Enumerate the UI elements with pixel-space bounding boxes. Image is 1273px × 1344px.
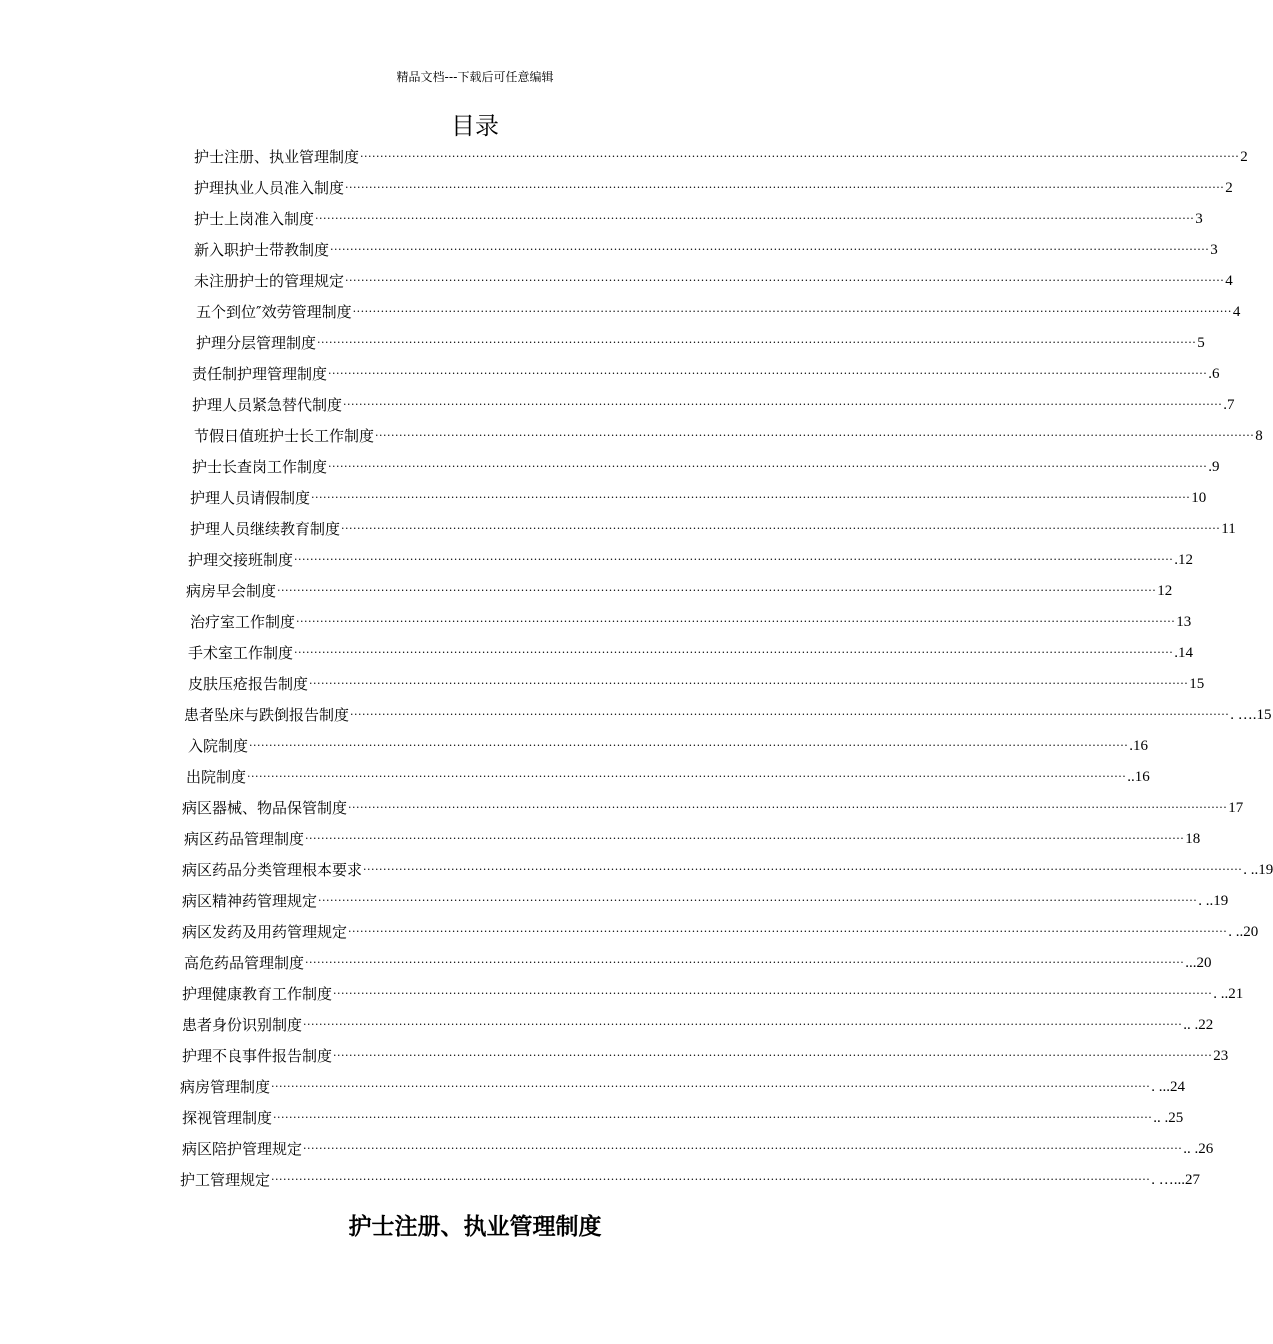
toc-entry[interactable] — [182, 859, 1273, 881]
toc-entry[interactable] — [182, 1107, 1184, 1129]
toc-entry-page: 17 — [1228, 800, 1244, 816]
toc-dot-leader: ···························································································································································································································· — [343, 398, 1223, 411]
toc-dot-leader: ···························································································································································································································· — [375, 429, 1255, 442]
toc-entry[interactable] — [196, 332, 1205, 354]
toc-entry-page: 11 — [1221, 521, 1236, 537]
header-note: 精品文档---下载后可任意编辑 — [396, 70, 554, 84]
toc-entry-page: .6 — [1208, 366, 1220, 382]
toc-entry-page: 8 — [1255, 428, 1263, 444]
section-heading: 护士注册、执业管理制度 — [348, 1214, 602, 1240]
toc-dot-leader: ···························································································································································································································· — [247, 770, 1127, 783]
toc-entry[interactable] — [194, 270, 1233, 292]
toc-dot-leader: ···························································································································································································································· — [318, 894, 1198, 907]
toc-entry-page: ..16 — [1127, 769, 1150, 785]
toc-title: 目录 — [451, 112, 499, 140]
toc-entry-page: .9 — [1208, 459, 1220, 475]
toc-entry-label: 病区发药及用药管理规定 — [182, 923, 348, 941]
toc-entry-label: 皮肤压疮报告制度 — [188, 675, 309, 693]
toc-dot-leader: ···························································································································································································································· — [273, 1111, 1153, 1124]
toc-dot-leader: ···························································································································································································································· — [303, 1018, 1183, 1031]
toc-entry-page: .12 — [1174, 552, 1194, 568]
toc-entry-page: 23 — [1213, 1048, 1229, 1064]
toc-dot-leader: ···························································································································································································································· — [341, 522, 1221, 535]
toc-dot-leader: ···························································································································································································································· — [277, 584, 1157, 597]
toc-entry[interactable] — [184, 952, 1212, 974]
toc-dot-leader: ···························································································································································································································· — [352, 305, 1232, 318]
toc-entry-label: 护理分层管理制度 — [196, 334, 317, 352]
toc-entry[interactable] — [186, 766, 1150, 788]
toc-dot-leader: ···························································································································································································································· — [360, 150, 1240, 163]
toc-entry-page: . ..20 — [1228, 924, 1259, 940]
toc-dot-leader: ···························································································································································································································· — [309, 677, 1189, 690]
toc-entry[interactable] — [184, 704, 1272, 726]
toc-dot-leader: ···························································································································································································································· — [363, 863, 1243, 876]
toc-entry-label: 节假日值班护士长工作制度 — [194, 427, 375, 445]
toc-entry-page: 10 — [1191, 490, 1207, 506]
toc-entry-label: 护理执业人员准入制度 — [194, 179, 345, 197]
toc-entry-label: 病房管理制度 — [180, 1078, 271, 1096]
toc-entry-page: 15 — [1189, 676, 1205, 692]
toc-entry[interactable] — [194, 208, 1203, 230]
toc-entry-page: ...20 — [1185, 955, 1212, 971]
toc-entry-page: . ..19 — [1243, 862, 1273, 878]
toc-entry[interactable] — [182, 797, 1244, 819]
toc-entry-page: 2 — [1225, 180, 1233, 196]
toc-dot-leader: ···························································································································································································································· — [315, 212, 1195, 225]
toc-entry[interactable] — [182, 890, 1229, 912]
toc-entry-page: . ..19 — [1198, 893, 1229, 909]
toc-dot-leader: ···························································································································································································································· — [348, 801, 1228, 814]
toc-entry-label: 入院制度 — [188, 737, 249, 755]
toc-entry-label: 病区器械、物品保管制度 — [182, 799, 348, 817]
toc-dot-leader: ···························································································································································································································· — [328, 367, 1208, 380]
toc-dot-leader: ···························································································································································································································· — [305, 956, 1185, 969]
toc-entry-page: 2 — [1240, 149, 1248, 165]
toc-dot-leader: ···························································································································································································································· — [328, 460, 1208, 473]
toc-entry-page: 4 — [1225, 273, 1233, 289]
toc-entry-page: 12 — [1157, 583, 1173, 599]
toc-dot-leader: ···························································································································································································································· — [333, 987, 1213, 1000]
toc-entry-label: 出院制度 — [186, 768, 247, 786]
toc-entry-page: 3 — [1210, 242, 1218, 258]
toc-dot-leader: ···························································································································································································································· — [311, 491, 1191, 504]
toc-dot-leader: ···························································································································································································································· — [345, 181, 1225, 194]
toc-entry-label: 护理人员请假制度 — [190, 489, 311, 507]
toc-entry[interactable] — [192, 456, 1220, 478]
toc-entry-label: 探视管理制度 — [182, 1109, 273, 1127]
toc-entry[interactable] — [182, 1138, 1214, 1160]
toc-dot-leader: ···························································································································································································································· — [296, 615, 1176, 628]
toc-dot-leader: ···························································································································································································································· — [294, 646, 1174, 659]
toc-entry-label: 患者坠床与跌倒报告制度 — [184, 706, 350, 724]
toc-entry-page: 13 — [1176, 614, 1192, 630]
toc-entry[interactable] — [180, 1169, 1201, 1191]
toc-entry-label: 护理人员继续教育制度 — [190, 520, 341, 538]
toc-dot-leader: ···························································································································································································································· — [317, 336, 1197, 349]
toc-entry-label: 病房早会制度 — [186, 582, 277, 600]
toc-entry-label: 护理不良事件报告制度 — [182, 1047, 333, 1065]
toc-entry-label: 病区药品分类管理根本要求 — [182, 861, 363, 879]
toc-entry-page: . ….15 — [1230, 707, 1272, 723]
toc-entry-page: 5 — [1197, 335, 1205, 351]
toc-entry-label: 新入职护士带教制度 — [194, 241, 330, 259]
toc-dot-leader: ···························································································································································································································· — [271, 1173, 1151, 1186]
toc-dot-leader: ···························································································································································································································· — [345, 274, 1225, 287]
toc-entry[interactable] — [194, 177, 1233, 199]
toc-entry-label: 未注册护士的管理规定 — [194, 272, 345, 290]
toc-entry[interactable] — [182, 983, 1244, 1005]
toc-dot-leader: ···························································································································································································································· — [305, 832, 1185, 845]
toc-entry-page: 3 — [1195, 211, 1203, 227]
toc-entry[interactable] — [182, 1045, 1229, 1067]
toc-entry-label: 护理人员紧急替代制度 — [192, 396, 343, 414]
toc-entry-label: 五个到位″效劳管理制度 — [196, 303, 352, 321]
toc-entry[interactable] — [190, 518, 1236, 540]
toc-entry[interactable] — [188, 673, 1205, 695]
toc-entry-label: 护理交接班制度 — [188, 551, 294, 569]
toc-entry-page: .. .22 — [1183, 1017, 1214, 1033]
toc-entry-label: 病区药品管理制度 — [184, 830, 305, 848]
toc-entry[interactable] — [182, 921, 1259, 943]
toc-entry[interactable] — [194, 146, 1248, 168]
toc-entry-page: .7 — [1223, 397, 1235, 413]
toc-entry[interactable] — [188, 642, 1194, 664]
toc-entry-page: .. .26 — [1183, 1141, 1214, 1157]
toc-entry[interactable] — [192, 363, 1220, 385]
toc-entry-page: 4 — [1232, 304, 1241, 320]
toc-dot-leader: ···························································································································································································································· — [249, 739, 1129, 752]
toc-entry-label: 治疗室工作制度 — [190, 613, 296, 631]
toc-entry[interactable] — [186, 580, 1173, 602]
toc-entry-page: .. .25 — [1153, 1110, 1184, 1126]
toc-entry-page: 18 — [1185, 831, 1201, 847]
toc-dot-leader: ···························································································································································································································· — [348, 925, 1228, 938]
toc-dot-leader: ···························································································································································································································· — [350, 708, 1230, 721]
toc-entry-page: . ...24 — [1151, 1079, 1186, 1095]
toc-entry[interactable] — [196, 301, 1241, 323]
toc-entry[interactable] — [188, 549, 1194, 571]
toc-entry-label: 手术室工作制度 — [188, 644, 294, 662]
toc-entry[interactable] — [184, 828, 1201, 850]
toc-entry-page: .14 — [1174, 645, 1194, 661]
toc-entry-label: 高危药品管理制度 — [184, 954, 305, 972]
toc-entry[interactable] — [188, 735, 1149, 757]
toc-entry[interactable] — [190, 611, 1192, 633]
toc-entry[interactable] — [180, 1076, 1186, 1098]
toc-entry-label: 护士上岗准入制度 — [194, 210, 315, 228]
toc-entry[interactable] — [190, 487, 1207, 509]
toc-entry-label: 护士注册、执业管理制度 — [194, 148, 360, 166]
toc-entry-label: 护士长查岗工作制度 — [192, 458, 328, 476]
toc-entry-label: 责任制护理管理制度 — [192, 365, 328, 383]
toc-dot-leader: ···························································································································································································································· — [330, 243, 1210, 256]
toc-entry[interactable] — [192, 394, 1235, 416]
toc-entry-label: 患者身份识别制度 — [182, 1016, 303, 1034]
toc-entry-page: . …...27 — [1151, 1172, 1201, 1188]
toc-entry-label: 护理健康教育工作制度 — [182, 985, 333, 1003]
toc-dot-leader: ···························································································································································································································· — [333, 1049, 1213, 1062]
toc-entry-label: 病区陪护管理规定 — [182, 1140, 303, 1158]
toc-entry-page: .16 — [1129, 738, 1149, 754]
toc-entry[interactable] — [194, 239, 1218, 261]
toc-dot-leader: ···························································································································································································································· — [303, 1142, 1183, 1155]
toc-entry-label: 护工管理规定 — [180, 1171, 271, 1189]
toc-entry[interactable] — [182, 1014, 1214, 1036]
toc-entry-page: . ..21 — [1213, 986, 1244, 1002]
toc-entry[interactable] — [194, 425, 1263, 447]
toc-entry-label: 病区精神药管理规定 — [182, 892, 318, 910]
toc-dot-leader: ···························································································································································································································· — [271, 1080, 1151, 1093]
toc-dot-leader: ···························································································································································································································· — [294, 553, 1174, 566]
